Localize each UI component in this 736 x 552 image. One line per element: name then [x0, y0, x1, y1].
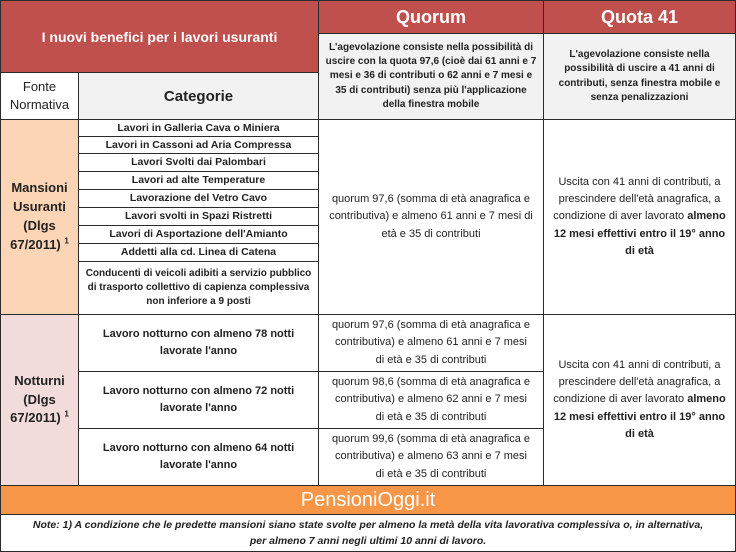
- category-item: [78, 136, 319, 154]
- category-item: [78, 225, 319, 244]
- category-text: Lavori ad alte Temperature: [131, 174, 266, 187]
- mansioni-quorum-text: quorum 97,6 (somma di età anagrafica e contributiva) e almeno 61 anni e 7 mesi di età e 35 di contributi: [329, 193, 533, 240]
- mansioni-quorum-cell: [318, 119, 544, 315]
- notturni-category-text: Lavoro notturno con almeno 64 notti lavorate l'anno: [102, 441, 295, 471]
- quota41-description: [543, 33, 736, 120]
- category-text: Addetti alla cd. Linea di Catena: [120, 246, 277, 259]
- mansioni-usuranti-label: [0, 119, 79, 315]
- brand-text: PensioniOggi.it: [300, 488, 436, 511]
- notturni-category: [78, 314, 319, 372]
- notturni-quota41-text: Uscita con 41 anni di contributi, a prescindere dell'età anagrafica, a condizione di aver lavorato: [553, 359, 721, 406]
- fonte-normativa-header: [0, 72, 79, 120]
- category-item: [78, 171, 319, 190]
- table-title-text: I nuovi benefici per i lavori usuranti: [41, 28, 278, 45]
- fonte-normativa-text: Fonte Normativa: [9, 78, 70, 112]
- mansioni-quota41-bold: almeno 12 mesi effettivi entro il 19° anno di età: [553, 210, 726, 257]
- quota41-header-text: Quota 41: [600, 6, 679, 27]
- mansioni-label-text: Mansioni Usuranti (Dlgs 67/2011): [10, 180, 68, 252]
- notturni-quota41-bold: almeno 12 mesi effettivi entro il 19° anno di età: [553, 393, 726, 440]
- category-text: Lavori svolti in Spazi Ristretti: [124, 210, 273, 223]
- notturni-quota41-cell: [543, 314, 736, 486]
- footnote: [0, 514, 736, 552]
- quota41-column-header: [543, 0, 736, 34]
- notturni-category-text: Lavoro notturno con almeno 78 notti lavorate l'anno: [102, 327, 295, 357]
- quorum-column-header: [318, 0, 544, 34]
- category-text: Lavori di Asportazione dell'Amianto: [109, 228, 288, 241]
- mansioni-quota41-wrap: [550, 174, 729, 259]
- quorum-header-text: Quorum: [396, 6, 466, 27]
- notturni-footnote-ref: 1: [64, 410, 69, 420]
- category-text: Lavori in Cassoni ad Aria Compressa: [105, 138, 292, 151]
- mansioni-quota41-text: Uscita con 41 anni di contributi, a prescindere dell'età anagrafica, a condizione di aver lavorato: [553, 176, 721, 223]
- notturni-category: [78, 371, 319, 429]
- category-item: [78, 207, 319, 226]
- category-item: [78, 153, 319, 172]
- quota41-description-text: L'agevolazione consiste nella possibilità di uscire a 41 anni di contributi, senza finestra mobile e senza penalizzazioni: [558, 49, 721, 103]
- notturni-quorum-text: quorum 98,6 (somma di età anagrafica e contributiva) e almeno 62 anni e 7 mesi di età e 35 di contributi: [331, 376, 531, 423]
- brand-banner: [0, 485, 736, 515]
- category-text: Lavori in Galleria Cava o Miniera: [117, 121, 280, 134]
- categorie-header: [78, 72, 319, 120]
- quorum-description: [318, 33, 544, 120]
- notturni-label-text: Notturni (Dlgs 67/2011): [10, 372, 65, 426]
- category-text: Lavori Svolti dai Palombari: [131, 156, 266, 169]
- notturni-quota41-wrap: [550, 357, 729, 442]
- notturni-quorum-cell: [318, 371, 544, 429]
- notturni-category-text: Lavoro notturno con almeno 72 notti lavorate l'anno: [102, 384, 295, 414]
- category-item: [78, 243, 319, 262]
- quorum-description-text: L'agevolazione consiste nella possibilità di uscire con la quota 97,6 (cioè dai 61 anni e 7 mesi e 36 di contributi o 62 anni e 7 mesi e 35 di contributi) senza più l'applicazione della finestra mobile: [325, 42, 537, 110]
- footnote-text: Note: 1) A condizione che le predette mansioni siano state svolte per almeno la metà della vita lavorativa complessiva o, in alternativa, per almeno 7 anni negli ultimi 10 anni di lavoro.: [32, 518, 704, 547]
- table-title: [0, 0, 319, 73]
- category-item: [78, 119, 319, 137]
- mansioni-quota41-cell: [543, 119, 736, 315]
- notturni-quorum-cell: [318, 428, 544, 486]
- notturni-label-wrap: [5, 372, 74, 429]
- category-item: [78, 189, 319, 208]
- mansioni-label-wrap: [5, 179, 74, 254]
- notturni-quorum-cell: [318, 314, 544, 372]
- notturni-quorum-text: quorum 99,6 (somma di età anagrafica e contributiva) e almeno 63 anni e 7 mesi di età e 35 di contributi: [331, 433, 531, 480]
- mansioni-footnote-ref: 1: [64, 236, 69, 246]
- category-item: [78, 261, 319, 315]
- category-text: Conducenti di veicoli adibiti a servizio pubblico di trasporto collettivo di capienza complessiva non inferiore a 9 posti: [85, 267, 312, 308]
- notturni-quorum-text: quorum 97,6 (somma di età anagrafica e contributiva) e almeno 61 anni e 7 mesi di età e 35 di contributi: [331, 319, 531, 366]
- categorie-text: Categorie: [163, 87, 234, 105]
- notturni-label: [0, 314, 79, 486]
- notturni-category: [78, 428, 319, 486]
- category-text: Lavorazione del Vetro Cavo: [129, 192, 268, 205]
